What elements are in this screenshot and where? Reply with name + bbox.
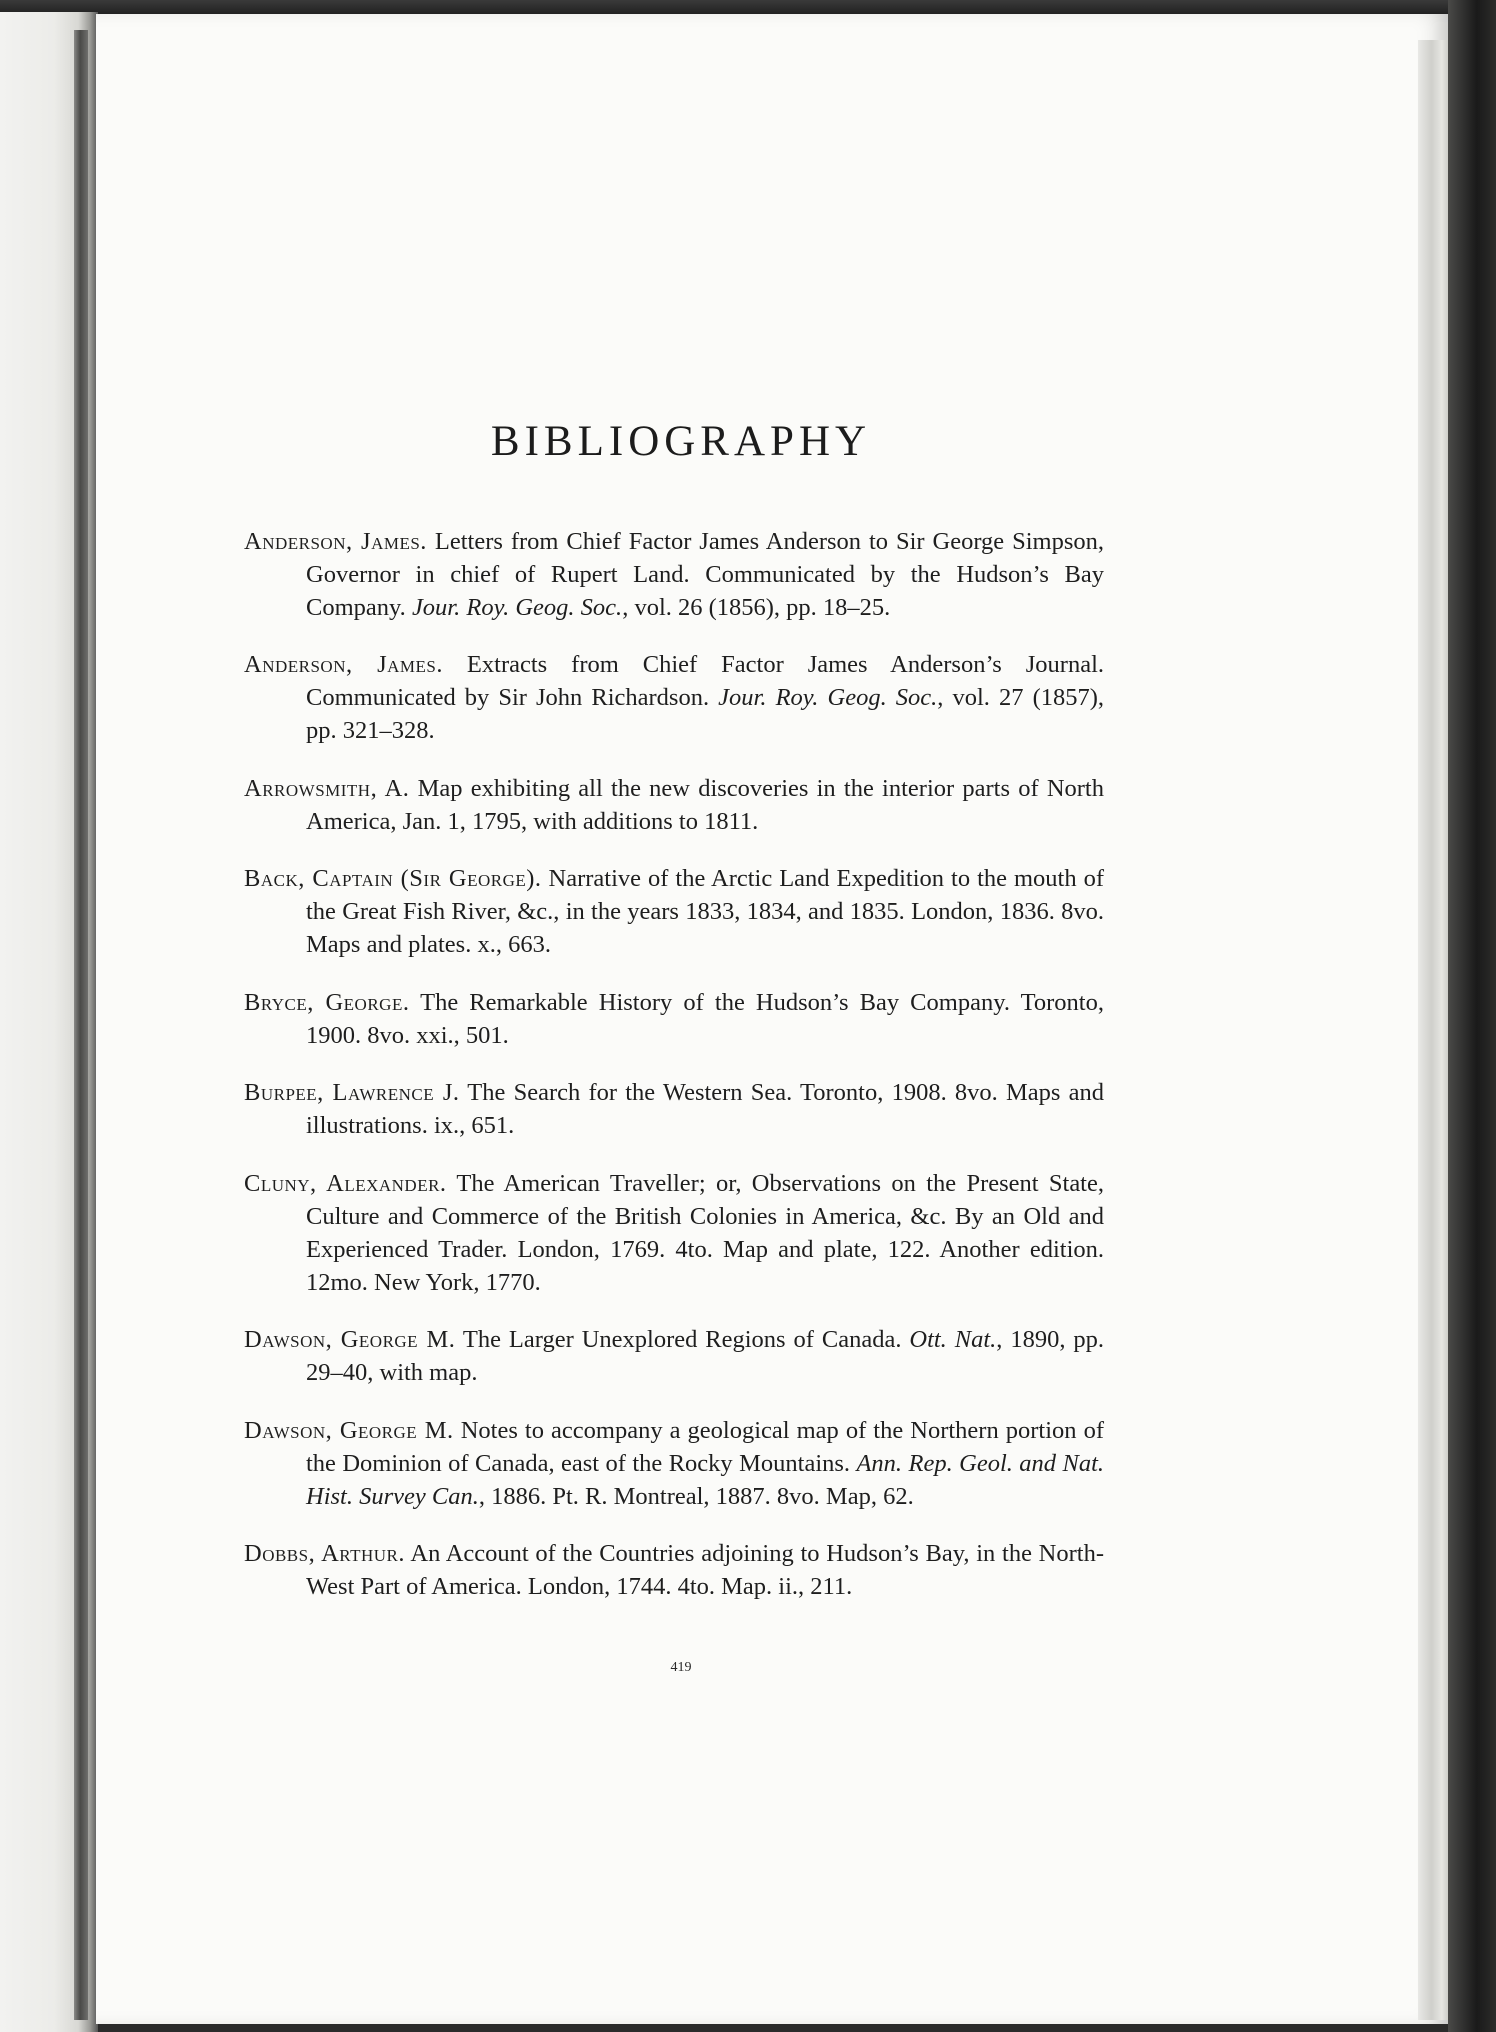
entry-text: An Account of the Countries adjoining to Hudson’s Bay, in the North-West Part of America. London, 1744. 4to. Map. ii., 211. (306, 1540, 1104, 1600)
bibliography-entry (244, 986, 1104, 1052)
entry-text: Narrative of the Arctic Land Expedition to the mouth of the Great Fish River, &c., in the years 1833, 1834, and 1835. London, 1836. 8vo. Maps and plates. x., 663. (306, 865, 1105, 958)
entry-author: Dawson, George M. (244, 1416, 454, 1444)
bibliography-entry (244, 1167, 1104, 1299)
book-cover-edge (1448, 0, 1496, 2032)
bibliography-entry (244, 1414, 1104, 1513)
entry-author: Bryce, George. (244, 988, 410, 1016)
entry-author: Arrowsmith, A. (244, 774, 410, 802)
entry-journal: Jour. Roy. Geog. Soc. (411, 593, 623, 621)
bibliography-entry (244, 525, 1104, 624)
entry-text: Map exhibiting all the new discoveries in the interior parts of North America, Jan. 1, 1795, with additions to 1811. (306, 774, 1104, 835)
entry-text: The Search for the Western Sea. Toronto, 1908. 8vo. Maps and illustrations. ix., 651. (306, 1079, 1104, 1139)
entry-author: Anderson, James. (244, 651, 443, 678)
entry-tail: , 1890, pp. 29–40, with map. (306, 1326, 1104, 1386)
entry-text: Notes to accompany a geological map of the Northern portion of the Dominion of Canada, east of the Rocky Mountains. (306, 1416, 1104, 1477)
bibliography-entry (244, 772, 1104, 838)
entry-text: The Remarkable History of the Hudson’s Bay Company. Toronto, 1900. 8vo. xxi., 501. (306, 988, 1104, 1049)
bibliography-entry (244, 1537, 1104, 1603)
entry-tail: , 1886. Pt. R. Montreal, 1887. 8vo. Map, 62. (478, 1482, 914, 1510)
entry-author: Anderson, James. (244, 527, 427, 555)
page-title: BIBLIOGRAPHY (490, 417, 872, 465)
entry-author: Burpee, Lawrence J. (244, 1079, 460, 1106)
bibliography-entry (244, 648, 1104, 747)
entry-journal: Jour. Roy. Geog. Soc. (718, 684, 938, 711)
bibliography-entry (244, 1076, 1104, 1142)
entry-text: The Larger Unexplored Regions of Canada. (455, 1326, 910, 1353)
entry-journal: Ann. Rep. Geol. and Nat. Hist. Survey Can. (306, 1449, 1105, 1510)
entry-text: Extracts from Chief Factor James Anderson’s Journal. Communicated by Sir John Richardson. (306, 651, 1104, 711)
entry-author: Back, Captain (Sir George). (244, 865, 542, 892)
entry-tail: , vol. 27 (1857), pp. 321–328. (306, 684, 1105, 744)
entry-author: Cluny, Alexander. (244, 1169, 447, 1197)
page-edge-shadow (1418, 40, 1452, 2020)
bibliography-list (244, 500, 1104, 1611)
entry-author: Dawson, George M. (244, 1326, 456, 1353)
bibliography-entry (244, 862, 1104, 961)
entry-text: Letters from Chief Factor James Anderson to Sir George Simpson, Governor in chief of Rupert Land. Communicated by the Hudson’s Bay Company. (306, 527, 1104, 621)
entry-tail: , vol. 26 (1856), pp. 18–25. (622, 593, 891, 621)
entry-journal: Ott. Nat. (909, 1326, 997, 1353)
entry-author: Dobbs, Arthur. (244, 1540, 406, 1567)
book-binding (74, 30, 88, 2020)
bibliography-entry (244, 1323, 1104, 1389)
entry-text: The American Traveller; or, Observations on the Present State, Culture and Commerce of the British Colonies in America, &c. By an Old and Experienced Trader. London, 1769. 4to. Map and plate, 122. Another edition. 12mo. New York, 1770. (306, 1169, 1104, 1296)
page-number: 419 (670, 1660, 692, 1675)
